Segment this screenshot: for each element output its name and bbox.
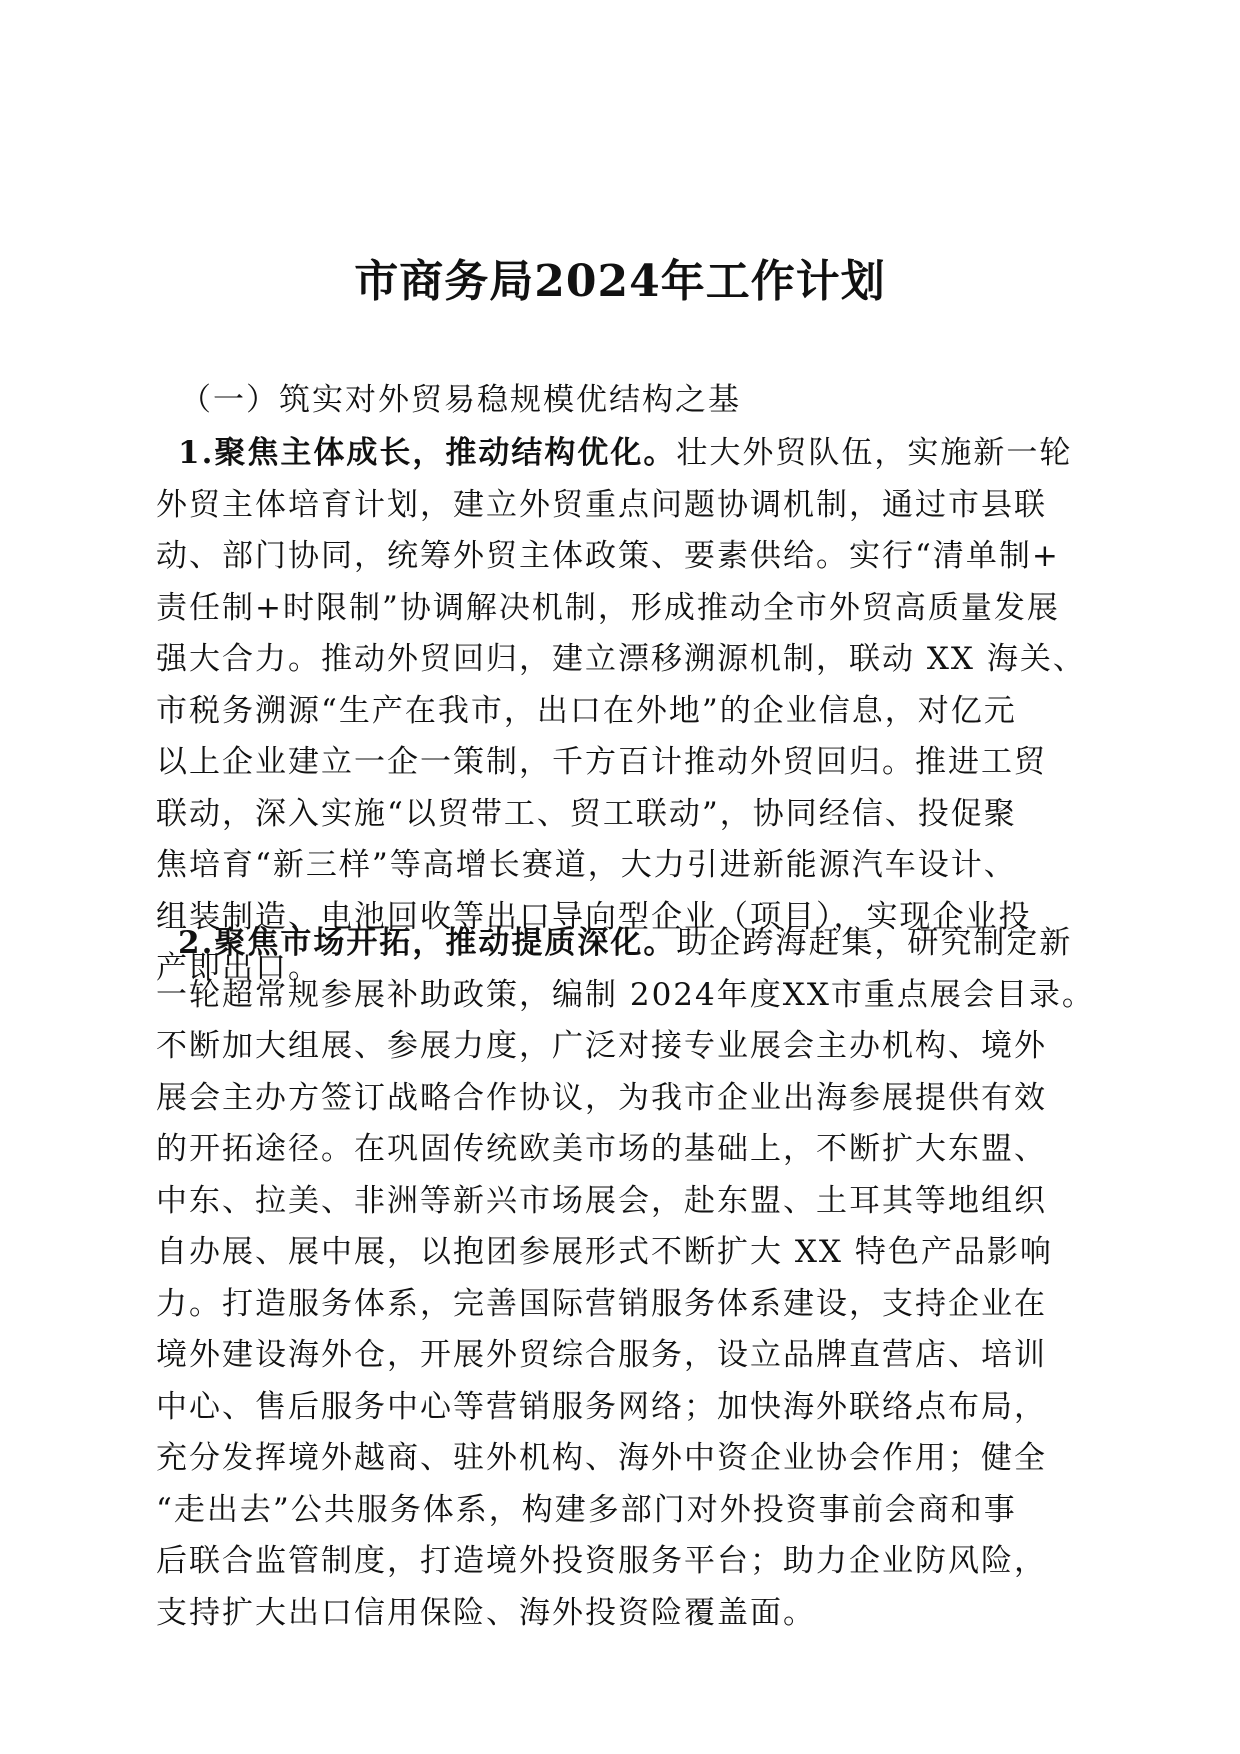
paragraph-line: 自办展、展中展，以抱团参展形式不断扩大 XX 特色产品影响 xyxy=(156,1234,1053,1270)
paragraph-line: 力。打造服务体系，完善国际营销服务体系建设，支持企业在 xyxy=(156,1285,1047,1322)
paragraph-line: 市税务溯源“生产在我市，出口在外地”的企业信息，对亿元 xyxy=(156,692,1017,729)
paragraph-line: 中心、售后服务中心等营销服务网络；加快海外联络点布局， xyxy=(156,1388,1047,1425)
paragraph-line xyxy=(156,428,1086,480)
paragraph-line: 境外建设海外仓，开展外贸综合服务，设立品牌直营店、培训 xyxy=(156,1337,1047,1373)
paragraph-line: 的开拓途径。在巩固传统欧美市场的基础上，不断扩大东盟、 xyxy=(156,1131,1047,1167)
paragraph-line: 产即出口。 xyxy=(156,950,321,986)
paragraph-line: 充分发挥境外越商、驻外机构、海外中资企业协会作用；健全 xyxy=(156,1440,1047,1476)
paragraph-line xyxy=(156,918,1095,970)
paragraph-2 xyxy=(156,918,1095,1639)
paragraph-line: 不断加大组展、参展力度，广泛对接专业展会主办机构、境外 xyxy=(156,1028,1047,1064)
document-title: 市商务局2024年工作计划 xyxy=(354,256,886,307)
paragraph-text: 助企跨海赶集，研究制定新 xyxy=(676,925,1073,961)
paragraph-line: 联动，深入实施“以贸带工、贸工联动”，协同经信、投促聚 xyxy=(156,795,1017,832)
paragraph-lead: 1.聚焦主体成长，推动结构优化。 xyxy=(178,435,677,471)
paragraph-line: 组装制造、电池回收等出口导向型企业（项目），实现企业投 xyxy=(156,898,1032,935)
paragraph-line: 中东、拉美、非洲等新兴市场展会，赴东盟、土耳其等地组织 xyxy=(156,1182,1047,1219)
paragraph-line: 后联合监管制度，打造境外投资服务平台；助力企业防风险， xyxy=(156,1543,1047,1579)
paragraph-line: 外贸主体培育计划，建立外贸重点问题协调机制，通过市县联 xyxy=(156,486,1047,523)
paragraph-line: 支持扩大出口信用保险、海外投资险覆盖面。 xyxy=(156,1594,816,1631)
paragraph-text: 壮大外贸队伍，实施新一轮 xyxy=(676,435,1073,471)
paragraph-lead: 2.聚焦市场开拓，推动提质深化。 xyxy=(178,925,677,961)
paragraph-line: 焦培育“新三样”等高增长赛道，大力引进新能源汽车设计、 xyxy=(156,847,1017,883)
paragraph-1 xyxy=(156,428,1086,995)
paragraph-line: 以上企业建立一企一策制，千方百计推动外贸回归。推进工贸 xyxy=(156,744,1047,780)
paragraph-line: 强大合力。推动外贸回归，建立漂移溯源机制，联动 XX 海关、 xyxy=(156,641,1086,677)
paragraph-line: 责任制+时限制”协调解决机制，形成推动全市外贸高质量发展 xyxy=(156,589,1060,626)
paragraph-line: 动、部门协同，统筹外贸主体政策、要素供给。实行“清单制+ xyxy=(156,538,1060,574)
paragraph-line: 展会主办方签订战略合作协议，为我市企业出海参展提供有效 xyxy=(156,1079,1047,1116)
paragraph-line: “走出去”公共服务体系，构建多部门对外投资事前会商和事 xyxy=(156,1491,1017,1528)
section-heading: （一）筑实对外贸易稳规模优结构之基 xyxy=(180,382,741,418)
paragraph-line: 一轮超常规参展补助政策，编制 2024年度XX市重点展会目录。 xyxy=(156,976,1095,1013)
